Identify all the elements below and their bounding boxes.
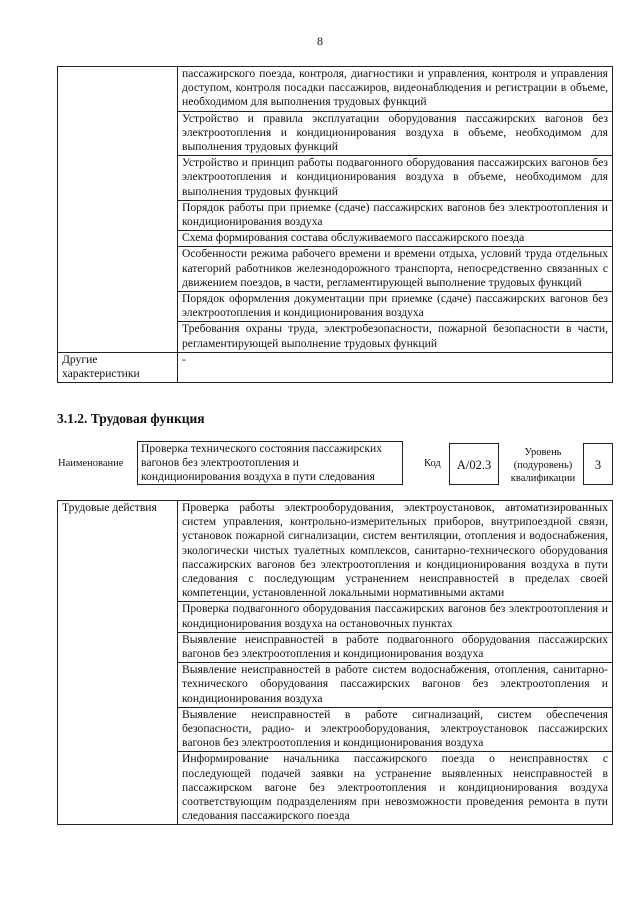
labor-action-cell: Информирование начальника пассажирского поезда о неисправностях с последующей подачей заявки на устранение выявленных неисправностей в пассажирском вагоне без электроотопления и кондиционирования воздуха соответствующим подразделениям при невозможности проведения ремонта в пути следования пассажирского поезда [178,752,613,825]
code-box: A/02.3 [449,443,499,485]
qualification-level-label: Уровень (подуровень) квалификации [510,447,576,484]
labor-action-cell: Выявление неисправностей в работе подвагонного оборудования пассажирских вагонов без электроотопления и кондиционирования воздуха [178,632,613,662]
table-row [58,352,613,382]
other-characteristics-value: - [178,352,613,382]
labor-action-cell: Выявление неисправностей в работе сигнализаций, систем обеспечения безопасности, радио- и электрооборудования, электроустановок пассажирских вагонов без электроотопления и кондиционирования воздуха [178,707,613,752]
requirement-cell: Схема формирования состава обслуживаемого пассажирского поезда [178,231,613,247]
table-row [58,67,613,112]
section-heading: 3.1.2. Трудовая функция [57,411,205,426]
function-name-label: Наименование [58,458,124,469]
labor-action-cell: Проверка работы электрооборудования, электроустановок, автоматизированных систем управления, контрольно-измерительных приборов, внутрипоездной связи, установок пожарной сигнализации, систем вентиляции, отопления и водоснабжения, экологически чистых туалетных комплексов, санитарно-технического оборудования пассажирских вагонов без электроотопления и кондиционирования воздуха в пути следования с последующим устранением неисправностей в пределах своей компетенции, установленной локальными нормативными актами [178,501,613,602]
empty-label-cell [58,67,178,353]
requirements-table [57,66,613,383]
table-row [58,501,613,602]
labor-action-cell: Выявление неисправностей в работе систем водоснабжения, отопления, санитарно-технического оборудования пассажирских вагонов без электроотопления и кондиционирования воздуха [178,663,613,708]
qualification-level-box: 3 [583,443,613,485]
labor-action-cell: Проверка подвагонного оборудования пассажирских вагонов без электроотопления и кондиционирования воздуха на остановочных пунктах [178,602,613,632]
page-number: 8 [317,34,323,48]
requirement-cell: пассажирского поезда, контроля, диагностики и управления, контроля и управления доступом, контроля посадки пассажиров, видеонаблюдения и регистрации в объеме, необходимом для выполнения трудовых функций [178,67,613,112]
labor-actions-table [57,500,613,825]
requirement-cell: Порядок работы при приемке (сдаче) пассажирских вагонов без электроотопления и кондиционирования воздуха [178,200,613,230]
code-label: Код [424,458,441,469]
labor-actions-label: Трудовые действия [58,501,178,825]
requirement-cell: Порядок оформления документации при приемке (сдаче) пассажирских вагонов без электроотопления и кондиционирования воздуха [178,292,613,322]
requirement-cell: Устройство и правила эксплуатации оборудования пассажирских вагонов без электроотопления и кондиционирования воздуха в объеме, необходимом для выполнения трудовых функций [178,111,613,156]
requirement-cell: Устройство и принцип работы подвагонного оборудования пассажирских вагонов без электроотопления и кондиционирования воздуха в объеме, необходимом для выполнения трудовых функций [178,156,613,201]
other-characteristics-label: Другие характеристики [58,352,178,382]
requirement-cell: Требования охраны труда, электробезопасности, пожарной безопасности в части, регламентирующей выполнение трудовых функций [178,322,613,352]
requirement-cell: Особенности режима рабочего времени и времени отдыха, условий труда отдельных категорий работников железнодорожного транспорта, непосредственно связанных с движением поездов, в части, регламентирующей выполнение трудовых функций [178,247,613,292]
function-name-box: Проверка технического состояния пассажирских вагонов без электроотопления и кондиционирования воздуха в пути следования [137,441,403,485]
